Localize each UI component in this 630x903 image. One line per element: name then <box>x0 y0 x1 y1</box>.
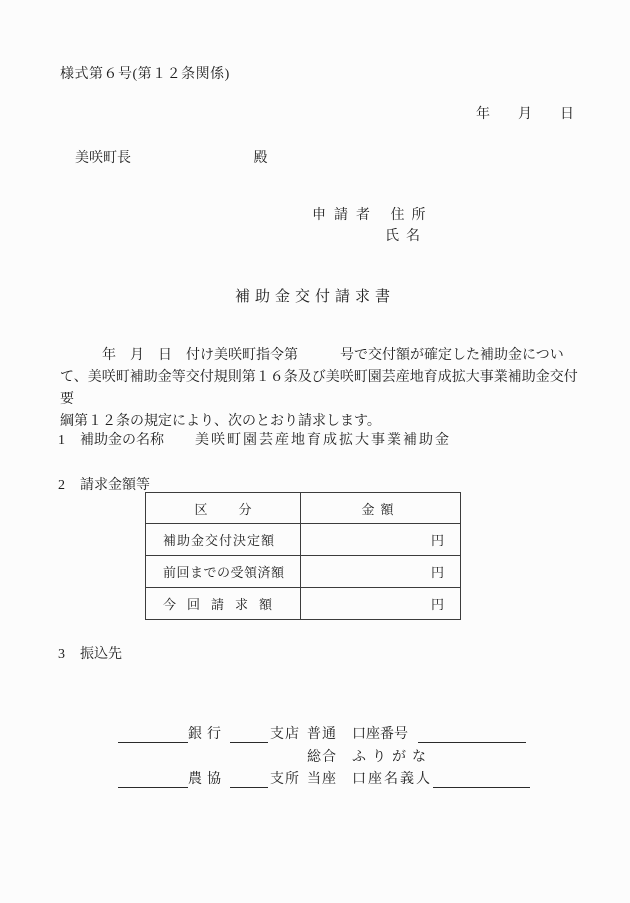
addressee-line <box>75 147 268 167</box>
addressee-title: 美咲町長 <box>75 151 131 166</box>
table-row <box>146 524 461 556</box>
account-holder-label: 口座名義人 <box>352 772 432 787</box>
coop-branch-blank <box>230 769 268 788</box>
form-number: 様式第６号(第１２条関係) <box>60 67 230 82</box>
item3-label: 振込先 <box>80 647 122 662</box>
account-number-blank <box>418 724 526 743</box>
body-line-3: 綱第１２条の規定により、次のとおり請求します。 <box>60 414 381 429</box>
applicant-line-1 <box>312 205 433 226</box>
addressee-honorific: 殿 <box>253 151 268 166</box>
row-unit-received-amount: 円 <box>301 556 461 588</box>
coop-name-blank <box>118 769 188 788</box>
row-label-current-claim: 今回請求額 <box>146 588 301 620</box>
category-header-right: 分 <box>238 501 252 517</box>
item-transfer-destination <box>58 643 122 663</box>
date-day-label: 日 <box>560 107 574 122</box>
item1-value: 美咲町園芸産地育成拡大事業補助金 <box>195 433 451 448</box>
branch-label: 支店 <box>270 727 300 742</box>
table-row <box>146 556 461 588</box>
bank-name-blank <box>118 724 188 743</box>
amount-table <box>145 492 461 620</box>
coop-branch-label: 支所 <box>270 772 300 787</box>
row-unit-decided-amount: 円 <box>301 524 461 556</box>
furigana-label: ふりがな <box>352 750 432 765</box>
item-claim-amount <box>58 474 150 494</box>
category-header-cell <box>146 493 301 524</box>
item3-number: 3 <box>58 647 65 662</box>
date-month-label: 月 <box>518 107 532 122</box>
transfer-coop-row <box>118 769 558 791</box>
row-label-received-amount: 前回までの受領済額 <box>146 556 301 588</box>
account-type-current: 当座 <box>307 772 337 787</box>
item1-number: 1 <box>58 433 65 448</box>
amount-header-cell: 金額 <box>301 493 461 524</box>
account-type-general: 総合 <box>307 750 337 765</box>
bank-label: 銀行 <box>188 727 226 742</box>
item2-number: 2 <box>58 478 65 493</box>
account-type-ordinary: 普通 <box>307 727 337 742</box>
transfer-middle-row <box>118 747 558 769</box>
account-holder-blank <box>433 769 530 788</box>
coop-label: 農協 <box>188 772 226 787</box>
item2-label: 請求金額等 <box>80 478 150 493</box>
body-line-2: て、美咲町補助金等交付規則第１６条及び美咲町園芸産地育成拡大事業補助金交付要 <box>60 370 578 407</box>
date-year-label: 年 <box>476 107 490 122</box>
applicant-name-label: 氏名 <box>385 229 427 244</box>
applicant-block <box>312 205 433 247</box>
document-title: 補助金交付請求書 <box>234 289 395 305</box>
row-label-decided-amount: 補助金交付決定額 <box>146 524 301 556</box>
item1-label: 補助金の名称 <box>80 433 164 448</box>
applicant-address-label: 住所 <box>390 208 433 223</box>
row-unit-current-claim: 円 <box>301 588 461 620</box>
account-number-label: 口座番号 <box>352 727 408 742</box>
item-subsidy-name <box>58 429 451 449</box>
category-header-left: 区 <box>194 501 208 517</box>
amount-table-header-row <box>146 493 461 524</box>
transfer-bank-row <box>118 724 558 746</box>
body-paragraph <box>60 345 587 433</box>
table-row <box>146 588 461 620</box>
branch-name-blank <box>230 724 268 743</box>
date-line <box>476 103 574 123</box>
applicant-label: 申請者 <box>312 208 378 223</box>
body-line-1: 年 月 日 付け美咲町指令第 号で交付額が確定した補助金につい <box>102 348 564 363</box>
